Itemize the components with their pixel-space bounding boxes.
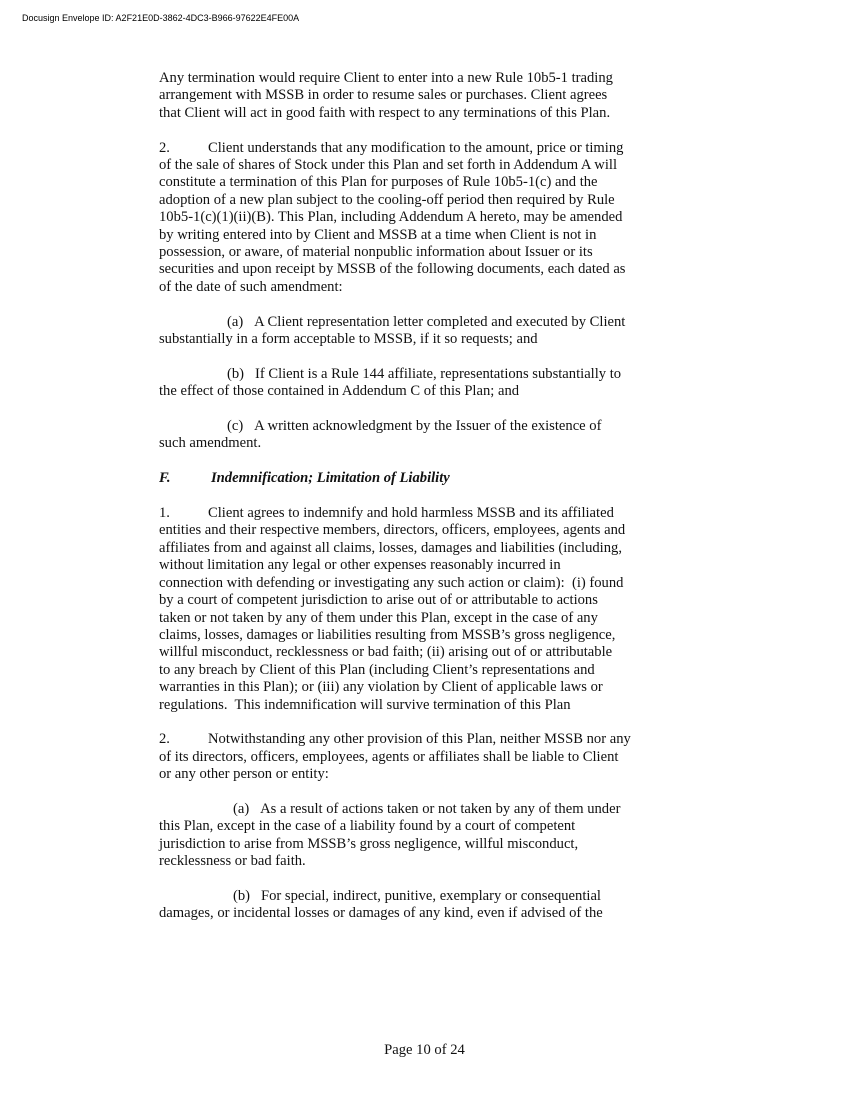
item-2b-paragraph	[159, 366, 699, 401]
text-line	[159, 140, 699, 157]
text-line: that Client will act in good faith with respect to any terminations of this Plan.	[159, 104, 611, 121]
text-line: regulations. This indemnification will survive termination of this Plan	[159, 696, 571, 713]
f1-paragraph	[159, 505, 699, 714]
item-number: 2.	[159, 139, 170, 156]
text-line: recklessness or bad faith.	[159, 853, 306, 870]
text-line: by a court of competent jurisdiction to arise out of or attributable to actions	[159, 592, 598, 609]
envelope-id: Docusign Envelope ID: A2F21E0D-3862-4DC3-B966-97622E4FE00A	[22, 13, 300, 23]
text-line: of the date of such amendment:	[159, 278, 343, 295]
text-line: of its directors, officers, employees, agents or affiliates shall be liable to Client	[159, 748, 619, 765]
item-number: 2.	[159, 731, 170, 748]
text-line: willful misconduct, recklessness or bad faith; (ii) arising out of or attributable	[159, 644, 613, 661]
item-2-paragraph	[159, 140, 699, 297]
text-line: warranties in this Plan); or (iii) any violation by Client of applicable laws or	[159, 679, 603, 696]
termination-paragraph	[159, 70, 699, 122]
text-line	[159, 505, 699, 522]
text-line: this Plan, except in the case of a liability found by a court of competent	[159, 818, 576, 835]
text-line: of the sale of shares of Stock under this Plan and set forth in Addendum A will	[159, 157, 618, 174]
text-line	[159, 731, 699, 748]
item-2a-paragraph	[159, 314, 699, 349]
f2b-paragraph	[159, 888, 699, 923]
text-line: (a) A Client representation letter completed and executed by Client	[227, 313, 626, 330]
text-line: without limitation any legal or other expenses reasonably incurred in	[159, 557, 561, 574]
text-line: connection with defending or investigating any such action or claim): (i) found	[159, 574, 624, 591]
item-number: 1.	[159, 505, 170, 522]
text-line: entities and their respective members, directors, officers, employees, agents and	[159, 522, 626, 539]
text-line: substantially in a form acceptable to MSSB, if it so requests; and	[159, 331, 538, 348]
text-fragment: Client agrees to indemnify and hold harmless MSSB and its affiliated	[208, 505, 614, 522]
text-line: or any other person or entity:	[159, 766, 329, 783]
text-line: jurisdiction to arise from MSSB’s gross negligence, willful misconduct,	[159, 835, 579, 852]
text-line: securities and upon receipt by MSSB of the following documents, each dated as	[159, 261, 626, 278]
text-line: affiliates from and against all claims, losses, damages and liabilities (including,	[159, 539, 622, 556]
section-title: Indemnification; Limitation of Liability	[211, 470, 450, 487]
text-line: damages, or incidental losses or damages of any kind, even if advised of the	[159, 905, 603, 922]
text-line: claims, losses, damages or liabilities resulting from MSSB’s gross negligence,	[159, 626, 616, 643]
section-f-heading	[159, 470, 699, 487]
page-number: Page 10 of 24	[384, 1042, 465, 1058]
text-line: arrangement with MSSB in order to resume sales or purchases. Client agrees	[159, 87, 608, 104]
f2a-paragraph	[159, 801, 699, 871]
text-line: possession, or aware, of material nonpublic information about Issuer or its	[159, 244, 593, 261]
f2-paragraph	[159, 731, 699, 783]
item-2c-paragraph	[159, 418, 699, 453]
text-line: the effect of those contained in Addendum C of this Plan; and	[159, 383, 520, 400]
text-fragment: Client understands that any modification to the amount, price or timing	[208, 139, 624, 156]
text-line: (c) A written acknowledgment by the Issuer of the existence of	[227, 418, 602, 435]
text-line: (b) For special, indirect, punitive, exemplary or consequential	[233, 887, 601, 904]
text-line: (b) If Client is a Rule 144 affiliate, representations substantially to	[227, 365, 622, 382]
text-line: (a) As a result of actions taken or not taken by any of them under	[233, 800, 621, 817]
text-line: by writing entered into by Client and MSSB at a time when Client is not in	[159, 226, 597, 243]
text-line: taken or not taken by any of them under this Plan, except in the case of any	[159, 609, 598, 626]
section-letter: F.	[159, 470, 171, 487]
text-line: constitute a termination of this Plan for purposes of Rule 10b5-1(c) and the	[159, 174, 598, 191]
document-body	[159, 70, 699, 940]
text-fragment: Notwithstanding any other provision of this Plan, neither MSSB nor any	[208, 731, 631, 748]
text-line: to any breach by Client of this Plan (including Client’s representations and	[159, 661, 595, 678]
text-line: 10b5-1(c)(1)(ii)(B). This Plan, including Addendum A hereto, may be amended	[159, 209, 623, 226]
text-line: such amendment.	[159, 435, 262, 452]
text-line: adoption of a new plan subject to the cooling-off period then required by Rule	[159, 191, 615, 208]
text-line: Any termination would require Client to enter into a new Rule 10b5-1 trading	[159, 70, 613, 86]
